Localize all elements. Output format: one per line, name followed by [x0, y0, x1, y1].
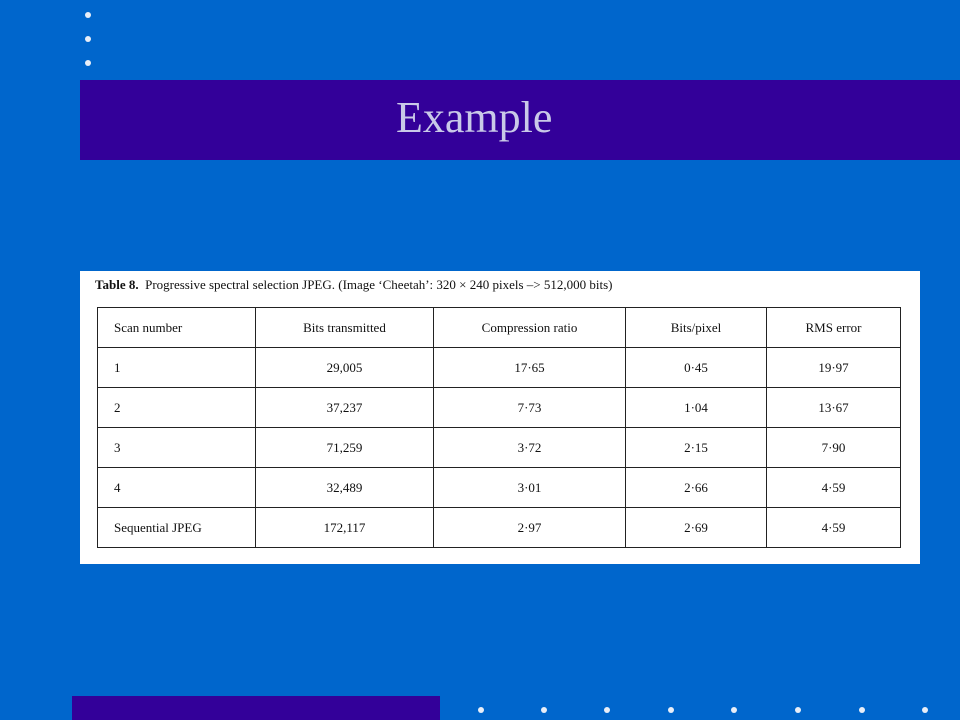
table-cell: 2·69 [626, 508, 767, 548]
header-cell: RMS error [767, 308, 901, 348]
decor-dot [541, 707, 547, 713]
decor-dot [668, 707, 674, 713]
table-cell: 172,117 [256, 508, 434, 548]
table-caption-label: Table 8. [95, 277, 139, 292]
table-row [98, 508, 901, 548]
table-cell: 3 [98, 428, 256, 468]
table-cell: 37,237 [256, 388, 434, 428]
table-row [98, 388, 901, 428]
table-cell: 2·66 [626, 468, 767, 508]
table-cell: 0·45 [626, 348, 767, 388]
table-cell: 29,005 [256, 348, 434, 388]
header-cell: Bits transmitted [256, 308, 434, 348]
decor-dot [795, 707, 801, 713]
decor-dot [922, 707, 928, 713]
header-cell: Scan number [98, 308, 256, 348]
decor-dot [85, 60, 91, 66]
table-caption [95, 277, 613, 293]
table-cell: 3·01 [434, 468, 626, 508]
table-row [98, 348, 901, 388]
table-cell: 4·59 [767, 508, 901, 548]
table-cell: Sequential JPEG [98, 508, 256, 548]
decor-dot [85, 12, 91, 18]
table-cell: 4 [98, 468, 256, 508]
table-cell: 1·04 [626, 388, 767, 428]
table-cell: 7·73 [434, 388, 626, 428]
table-row [98, 468, 901, 508]
header-cell: Bits/pixel [626, 308, 767, 348]
table-caption-text: Progressive spectral selection JPEG. (Image ‘Cheetah’: 320 × 240 pixels –> 512,000 bits) [145, 277, 613, 292]
table-cell: 2·15 [626, 428, 767, 468]
decor-dot [85, 36, 91, 42]
table-cell: 1 [98, 348, 256, 388]
table-cell: 13·67 [767, 388, 901, 428]
data-table [97, 307, 901, 548]
decor-dot [731, 707, 737, 713]
table-cell: 3·72 [434, 428, 626, 468]
table-cell: 17·65 [434, 348, 626, 388]
header-cell: Compression ratio [434, 308, 626, 348]
decor-dot [859, 707, 865, 713]
table-cell: 32,489 [256, 468, 434, 508]
table-cell: 2 [98, 388, 256, 428]
slide-title: Example [396, 93, 553, 142]
table-cell: 4·59 [767, 468, 901, 508]
bottom-bar [72, 696, 440, 720]
decor-dot [604, 707, 610, 713]
table-cell: 19·97 [767, 348, 901, 388]
decor-dot [478, 707, 484, 713]
table-row [98, 428, 901, 468]
table-cell: 71,259 [256, 428, 434, 468]
table-header-row [98, 308, 901, 348]
table-cell: 2·97 [434, 508, 626, 548]
table-image-panel [80, 271, 920, 564]
table-cell: 7·90 [767, 428, 901, 468]
